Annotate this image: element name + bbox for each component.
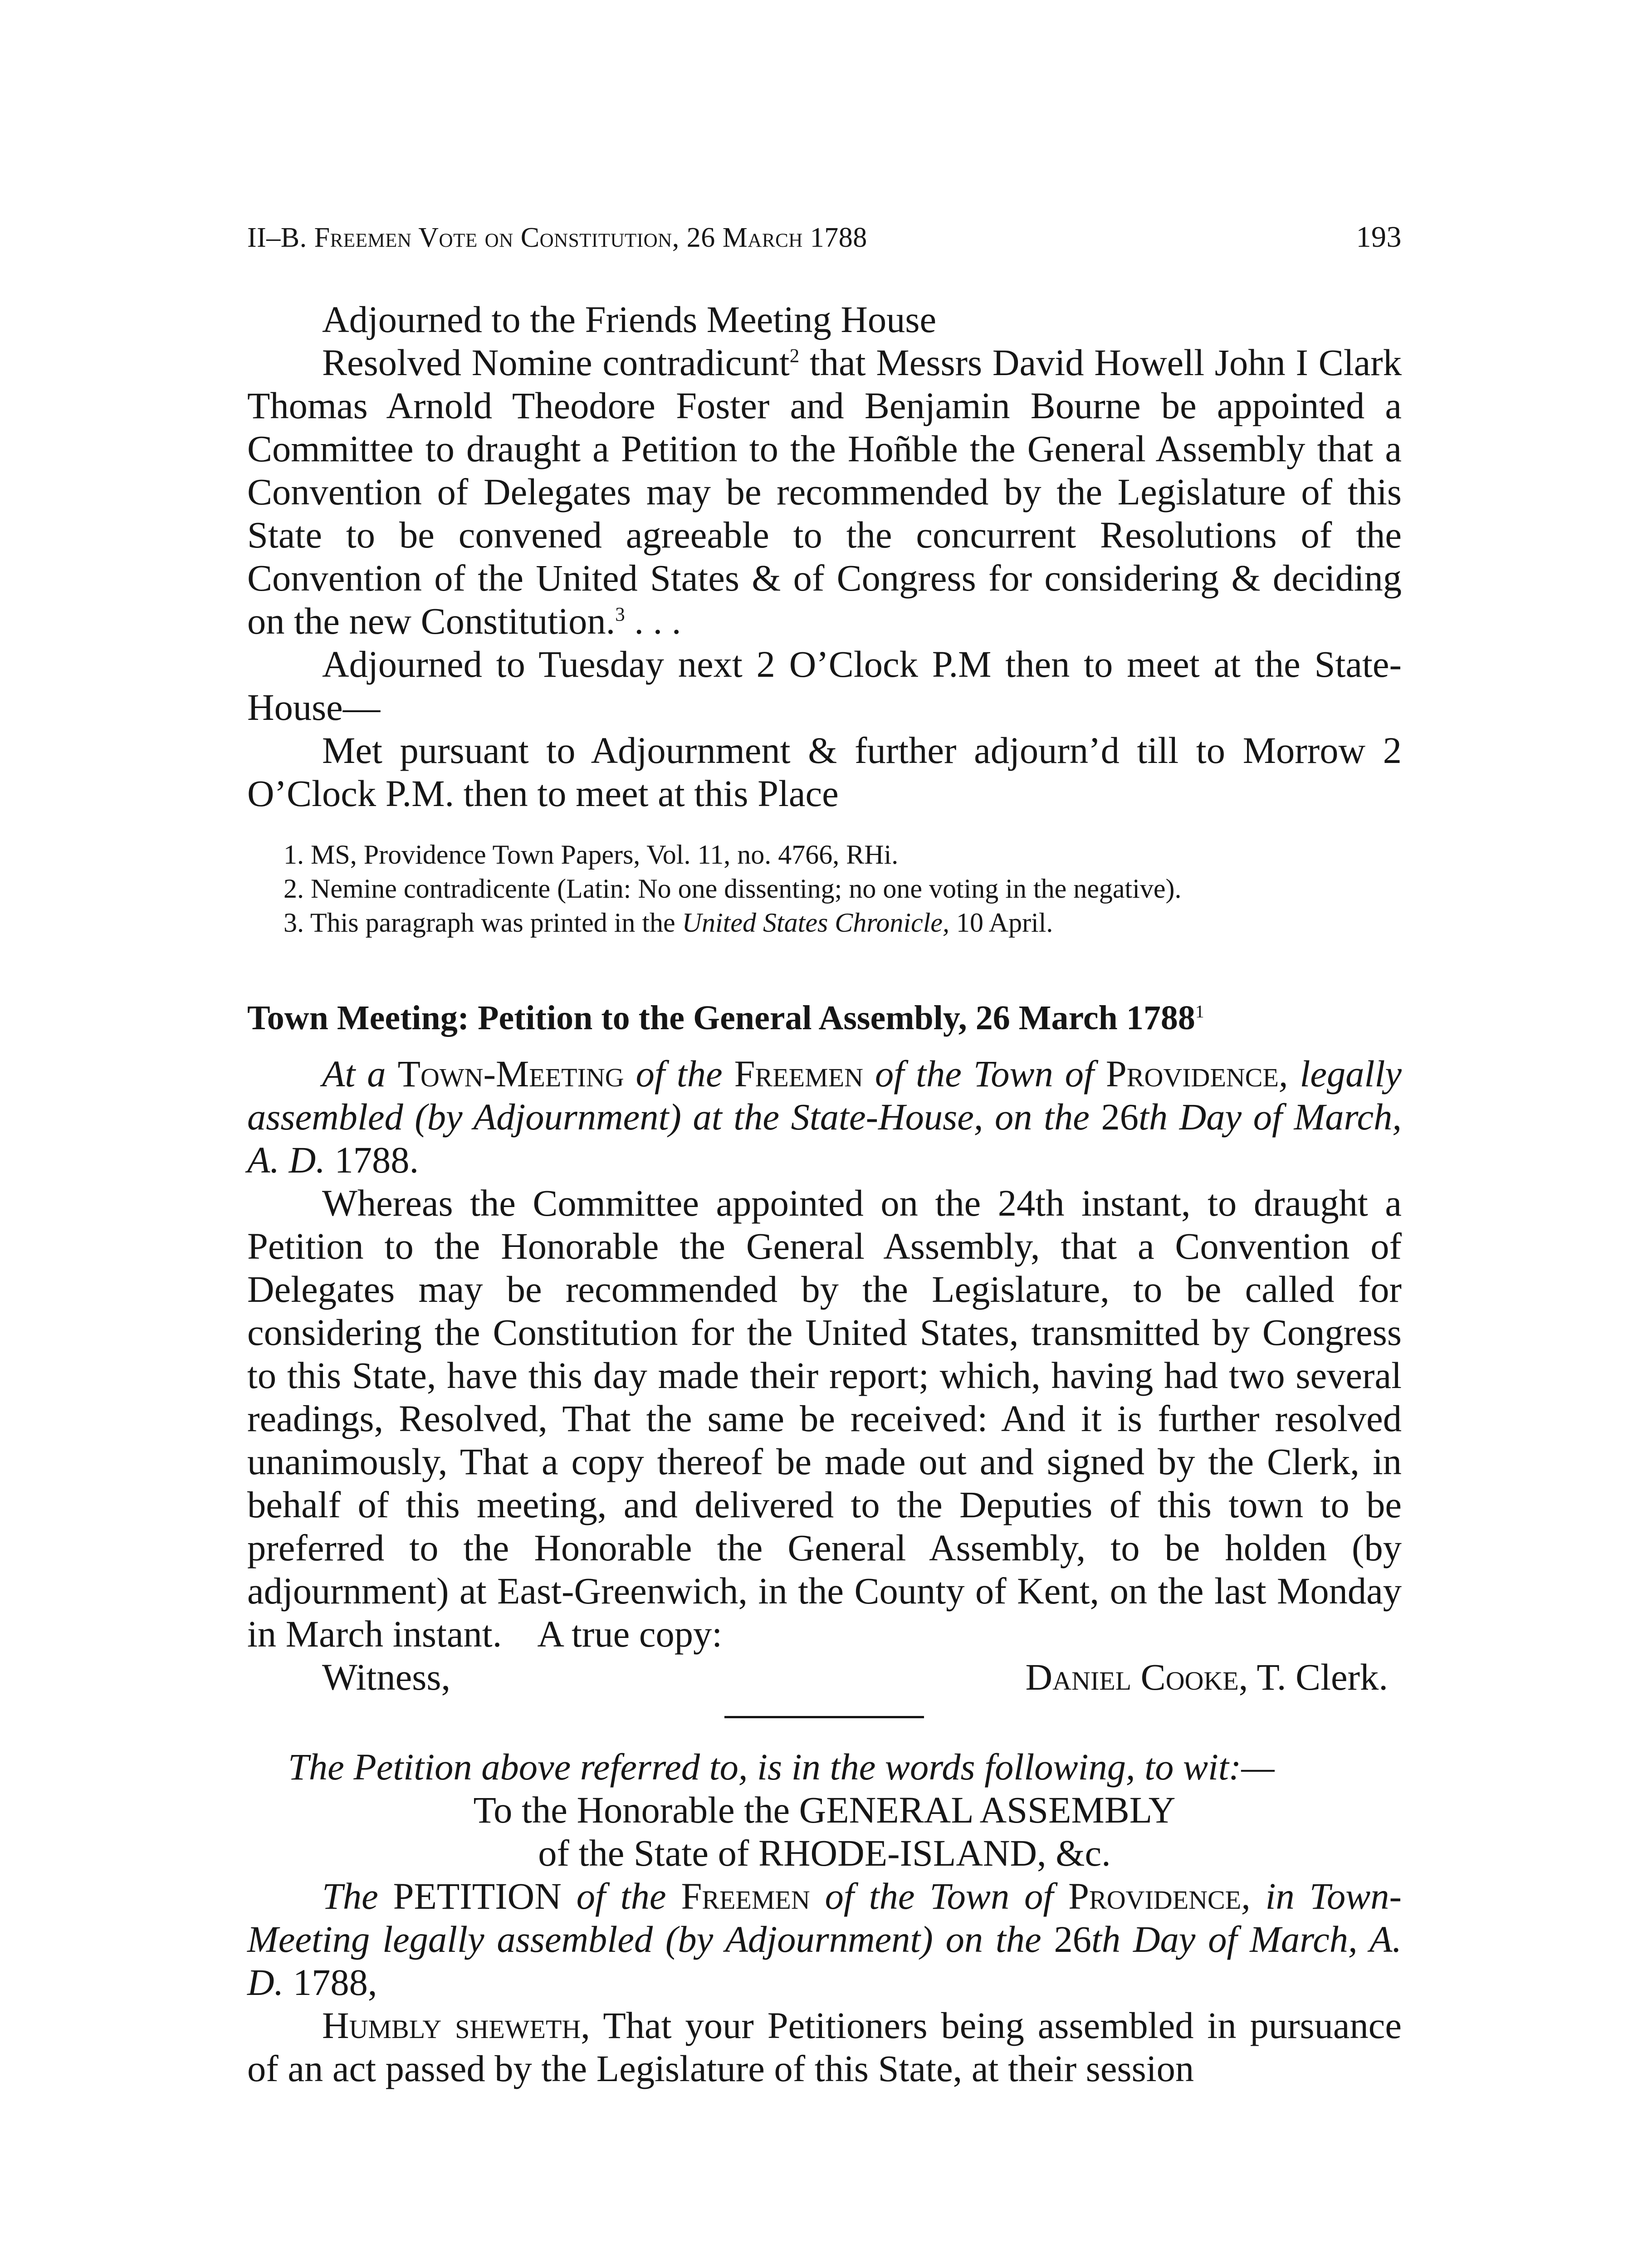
witness-line (247, 1656, 1402, 1699)
section-heading: Town Meeting: Petition to the General Assembly, 26 March 1788$^1$ (247, 999, 1204, 1037)
paragraph-humbly-sheweth: Humbly sheweth, That your Petitioners being assembled in pursuance of an act passed by the Legislature of this State, at their session (247, 2004, 1402, 2089)
paragraph-adjourned-tuesday: Adjourned to Tuesday next 2 O’Clock P.M then to meet at the State-House— (247, 643, 1402, 728)
witness-label: Witness, (322, 1656, 451, 1698)
paragraph-adjourned-friends: Adjourned to the Friends Meeting House (322, 298, 937, 340)
petition-title: The PETITION of the Freemen of the Town of Providence, in Town-Meeting legally assembled (by Adjournment) on the 26th Day of March, A. D. 1788, (247, 1875, 1402, 2003)
petition-section (247, 1745, 1402, 2090)
footnotes (247, 838, 1402, 940)
running-header (247, 219, 1402, 255)
paragraph-whereas: Whereas the Committee appointed on the 24th instant, to draught a Petition to the Honorable the General Assembly, that a Convention of Delegates may be recommended by the Legislature, to be called for considering the Constitution for the United States, transmitted by Congress to this State, have this day made their report; which, having had two several readings, Resolved, That the same be received: And it is further resolved unanimously, That a copy thereof be made out and signed by the Clerk, in behalf of this meeting, and delivered to the Deputies of this town to be preferred to the Honorable the General Assembly, to be holden (by adjournment) at East-Greenwich, in the County of Kent, on the last Monday in March instant. A true copy: (247, 1182, 1402, 1655)
footnote-ref-2: 2 (789, 345, 800, 367)
paragraph-met-pursuant: Met pursuant to Adjournment & further adjourn’d till to Morrow 2 O’Clock P.M. then to meet at this Place (247, 729, 1402, 814)
main-text (247, 298, 1402, 2090)
petition-address-line-2: of the State of RHODE-ISLAND, &c. (538, 1832, 1111, 1874)
section-divider (724, 1716, 924, 1718)
paragraph-intro: At a Town-Meeting of the Freemen of the Town of Providence, legally assembled (by Adjournment) at the State-House, on the 26th Day of March, A. D. 1788. (247, 1053, 1402, 1181)
clerk-signature: Daniel Cooke, T. Clerk. (1025, 1656, 1388, 1698)
footnote-1: 1. MS, Providence Town Papers, Vol. 11, no. 4766, RHi. (284, 840, 899, 870)
footnote-ref-3: 3 (615, 604, 625, 626)
paragraph-resolved: Resolved Nomine contradicunt$^2$ that Messrs David Howell John I Clark Thomas Arnold Theodore Foster and Benjamin Bourne be appointed a Committee to draught a Petition to the Hoñble the General Assembly that a Convention of Delegates may be recommended by the Legislature of this State to be convened agreeable to the concurrent Resolutions of the Convention of the United States & of Congress for considering & deciding on the new Constitution.$^3$ . . . (247, 342, 1402, 642)
petition-referred-line: The Petition above referred to, is in the words following, to wit:— (288, 1746, 1275, 1788)
footnote-2: 2. Nemine contradicente (Latin: No one dissenting; no one voting in the negative). (284, 874, 1182, 904)
heading-footnote-ref: 1 (1195, 1001, 1204, 1022)
petition-address-line-1: To the Honorable the GENERAL ASSEMBLY (473, 1789, 1176, 1831)
running-head-title: II–B. Freemen Vote on Constitution, 26 March 1788 (247, 222, 867, 253)
town-meeting-section (247, 1052, 1402, 1699)
page-number: 193 (1356, 220, 1402, 254)
true-copy-label: A true copy: (537, 1613, 723, 1655)
footnote-3: 3. This paragraph was printed in the United States Chronicle, 10 April. (284, 908, 1053, 938)
